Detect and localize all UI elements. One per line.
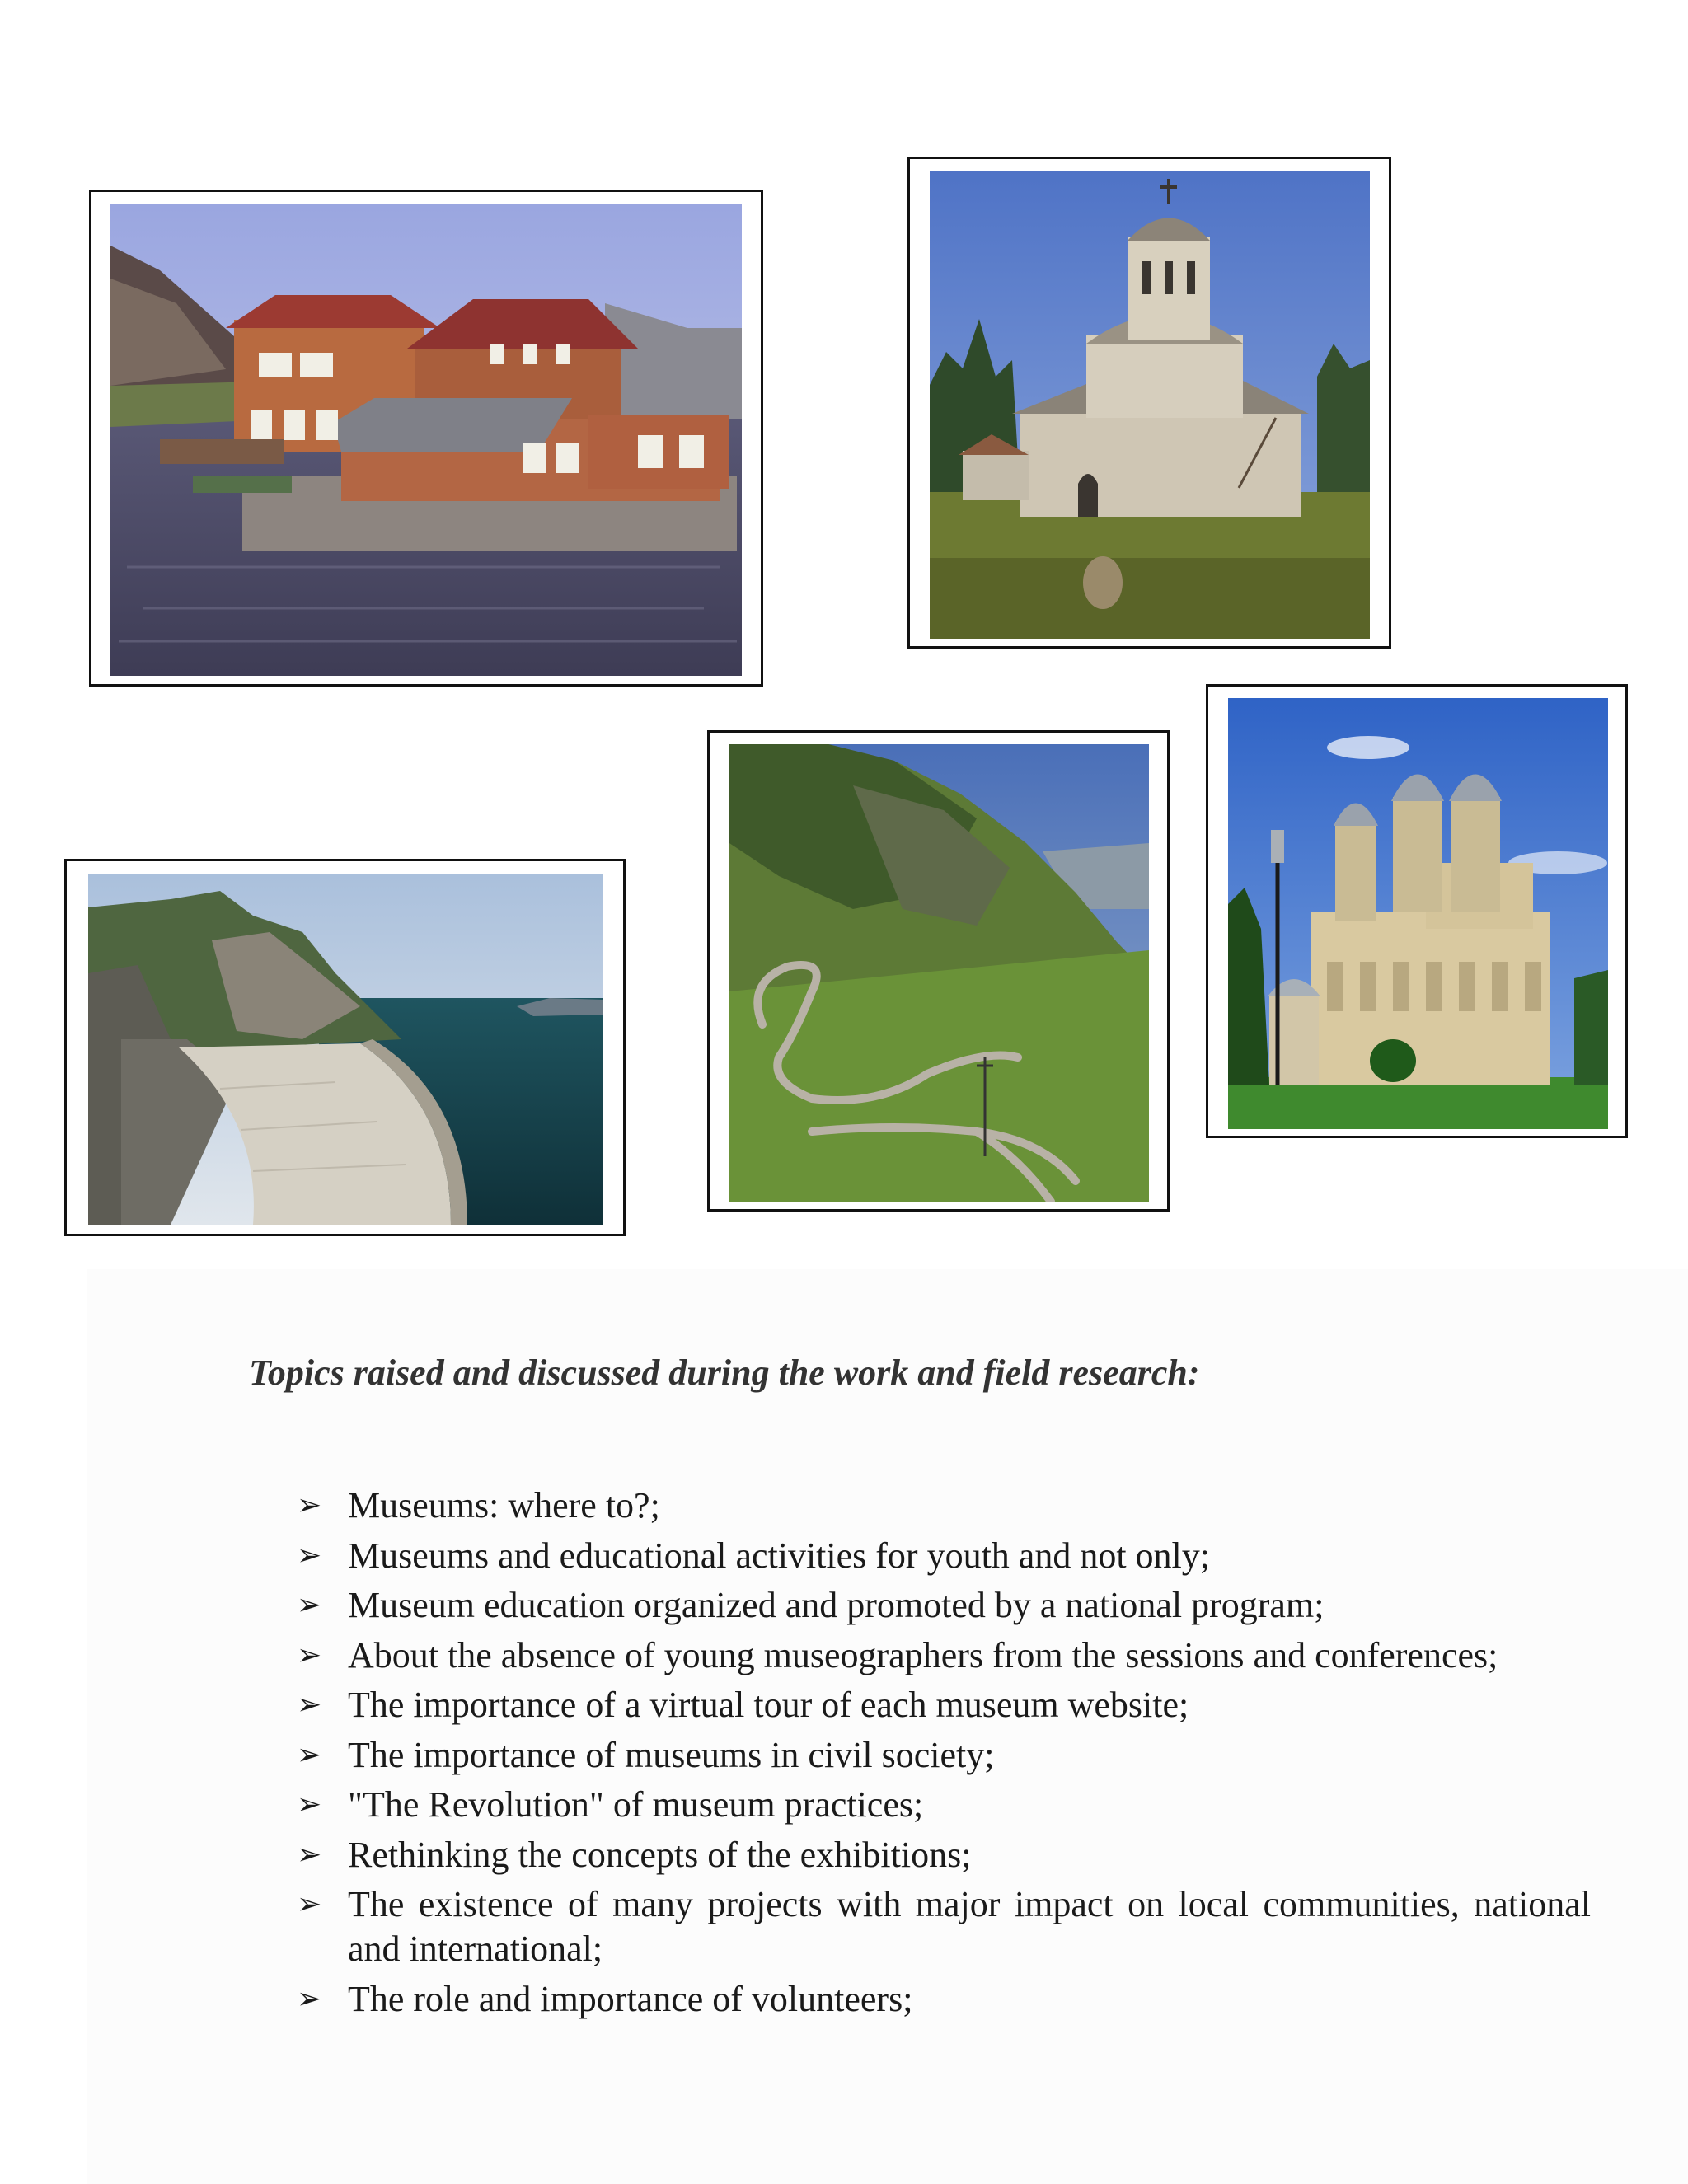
arrow-bullet-icon: ➢ [297,1588,322,1622]
list-item [297,1733,1591,1778]
list-item [297,1483,1591,1528]
arrow-bullet-icon: ➢ [297,1488,322,1522]
list-item [297,1977,1591,2022]
topics-list [297,1483,1591,2027]
list-item-text: Museums: where to?; [348,1485,660,1526]
list-item [297,1534,1591,1578]
photo-dam [64,859,626,1236]
list-item [297,1633,1591,1678]
princely-church-image [930,171,1370,639]
photo-mountain-road [707,730,1170,1212]
list-item [297,1783,1591,1827]
photo-cathedral [1206,684,1628,1138]
list-item [297,1583,1591,1628]
photo-lake-chalet [89,190,763,687]
list-item-text: Museum education organized and promoted by a national program; [348,1585,1325,1625]
cathedral-image [1228,698,1608,1129]
arrow-bullet-icon: ➢ [297,1688,322,1722]
lake-chalet-image [110,204,742,676]
list-item-text: Rethinking the concepts of the exhibitions; [348,1834,972,1875]
list-item-text: The role and importance of volunteers; [348,1978,913,2019]
list-item-text: "The Revolution" of museum practices; [348,1784,924,1825]
list-item [297,1833,1591,1877]
list-item-text: The importance of a virtual tour of each museum website; [348,1685,1189,1725]
list-item-text: Museums and educational activities for youth and not only; [348,1535,1211,1576]
dam-image [88,874,603,1225]
topics-heading: Topics raised and discussed during the work and field research: [249,1352,1200,1393]
list-item [297,1683,1591,1727]
arrow-bullet-icon: ➢ [297,1788,322,1821]
mountain-road-image [729,744,1149,1202]
arrow-bullet-icon: ➢ [297,1737,322,1772]
list-item-text: The importance of museums in civil society; [348,1734,995,1775]
list-item-text: About the absence of young museographers from the sessions and conferences; [348,1634,1498,1675]
arrow-bullet-icon: ➢ [297,1538,322,1572]
arrow-bullet-icon: ➢ [297,1638,322,1672]
arrow-bullet-icon: ➢ [297,1837,322,1872]
arrow-bullet-icon: ➢ [297,1981,322,2016]
list-item [297,1882,1591,1971]
list-item-text: The existence of many projects with major impact on local communities, national and international; [348,1884,1591,1969]
photo-princely-church [907,157,1391,649]
arrow-bullet-icon: ➢ [297,1887,322,1921]
